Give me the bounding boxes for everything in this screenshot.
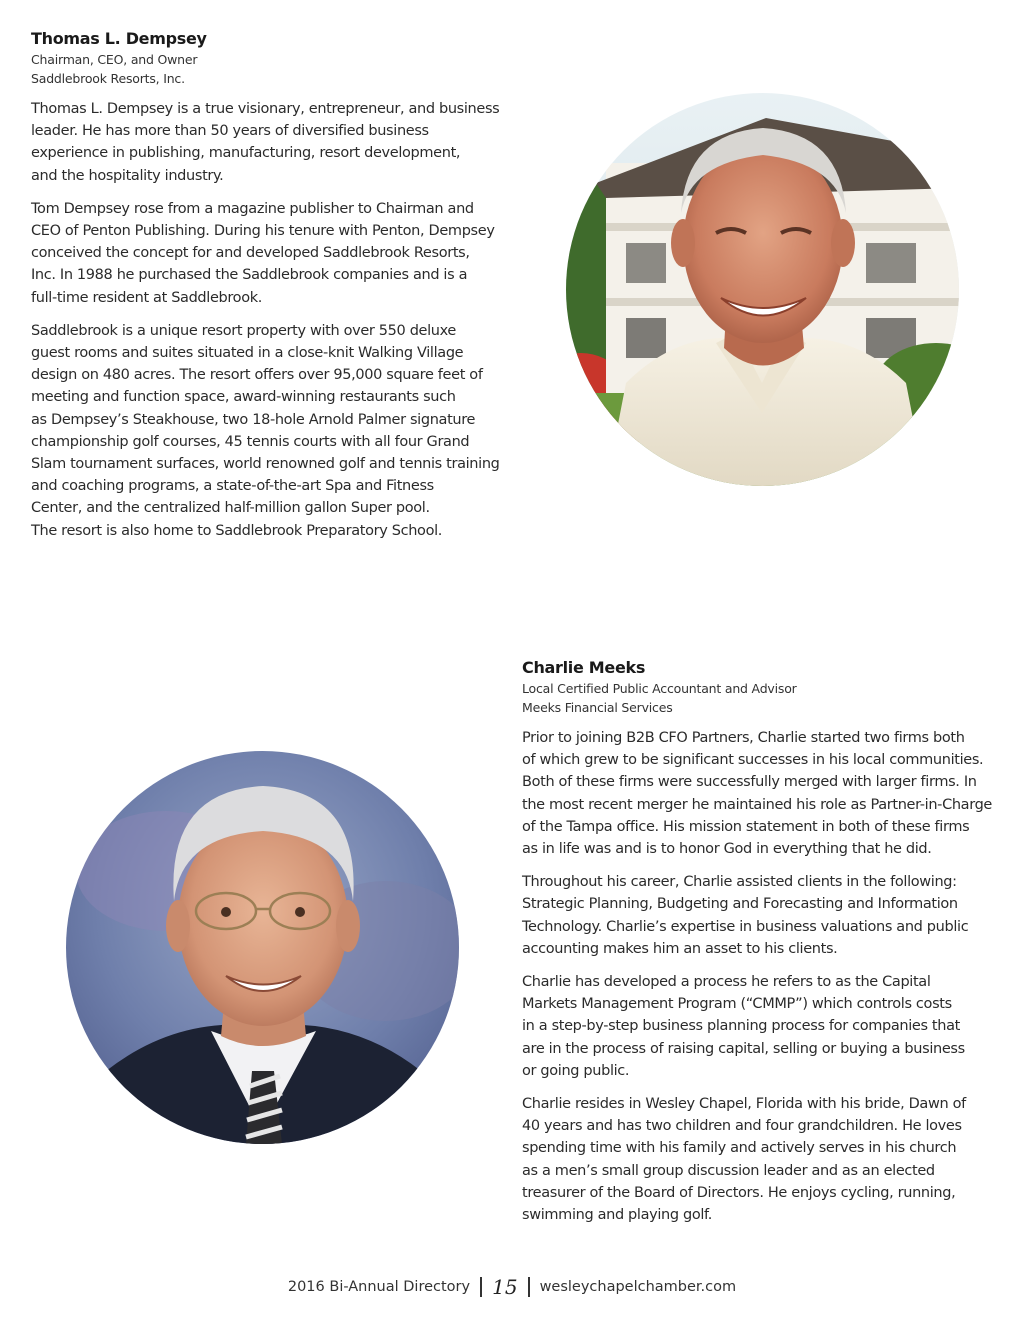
bio: [31, 98, 511, 542]
bio-paragraph: Prior to joining B2B CFO Partners, Charlie started two firms both of which grew to be significant successes in his local communities. Both of these firms were successfully merged with larger firms. In the most recent merger he maintained his role as Partner-in-Charge of the Tampa office. His mission statement in both of these firms as in life was and is to honor God in everything that he did.: [522, 730, 992, 858]
person-name: Charlie Meeks: [522, 658, 646, 677]
page-footer: [0, 1275, 1024, 1299]
page-number: 15: [492, 1275, 518, 1299]
person-title: Local Certified Public Accountant and Advisor: [522, 681, 797, 696]
person-name: Thomas L. Dempsey: [31, 29, 207, 48]
dempsey-portrait-image: [566, 93, 959, 486]
bio-paragraph: Charlie has developed a process he refers to as the Capital Markets Management Program (“CMMP”) which controls costs in a step-by-step business planning process for companies that are in the process of raising capital, selling or buying a business or going public.: [522, 974, 965, 1079]
footer-divider: [480, 1277, 482, 1297]
person-company: Saddlebrook Resorts, Inc.: [31, 71, 185, 86]
bio-paragraph: Tom Dempsey rose from a magazine publisher to Chairman and CEO of Penton Publishing. During his tenure with Penton, Dempsey conceived the concept for and developed Saddlebrook Resorts, Inc. In 1988 he purchased the Saddlebrook companies and is a full-time resident at Saddlebrook.: [31, 200, 495, 306]
bio-paragraph: Thomas L. Dempsey is a true visionary, entrepreneur, and business leader. He has more than 50 years of diversified business experience in publishing, manufacturing, resort development, and the hospitality industry.: [31, 101, 500, 184]
website-link[interactable]: wesleychapelchamber.com: [539, 1279, 737, 1295]
meeks-portrait-photo: [66, 751, 459, 1144]
publication-name: 2016 Bi-Annual Directory: [287, 1279, 471, 1295]
profile-meeks: [522, 657, 1000, 1237]
bio-paragraph: Saddlebrook is a unique resort property with over 550 deluxe guest rooms and suites situated in a close-knit Walking Village design on 480 acres. The resort offers over 95,000 square feet of meeting and function space, award-winning restaurants such as Dempsey’s Steakhouse, two 18-hole Arnold Palmer signature championship golf courses, 45 tennis courts with all four Grand Slam tournament surfaces, world renowned golf and tennis training and coaching programs, a state-of-the-art Spa and Fitness Center, and the centralized half-million gallon Super pool. The resort is also home to Saddlebrook Preparatory School.: [31, 322, 500, 539]
profile-dempsey: [31, 28, 511, 553]
person-title: Chairman, CEO, and Owner: [31, 52, 198, 67]
bio-paragraph: Charlie resides in Wesley Chapel, Florida with his bride, Dawn of 40 years and has two children and four grandchildren. He loves spending time with his family and actively serves in his church as a men’s small group discussion leader and as an elected treasurer of the Board of Directors. He enjoys cycling, running, swimming and playing golf.: [522, 1096, 966, 1224]
meeks-portrait-image: [66, 751, 459, 1144]
person-company: Meeks Financial Services: [522, 700, 673, 715]
dempsey-portrait-photo: [566, 93, 959, 486]
footer-divider: [528, 1277, 530, 1297]
bio: [522, 727, 1000, 1226]
bio-paragraph: Throughout his career, Charlie assisted clients in the following: Strategic Planning, Budgeting and Forecasting and Information Technology. Charlie’s expertise in business valuations and public accounting makes him an asset to his clients.: [522, 874, 969, 957]
